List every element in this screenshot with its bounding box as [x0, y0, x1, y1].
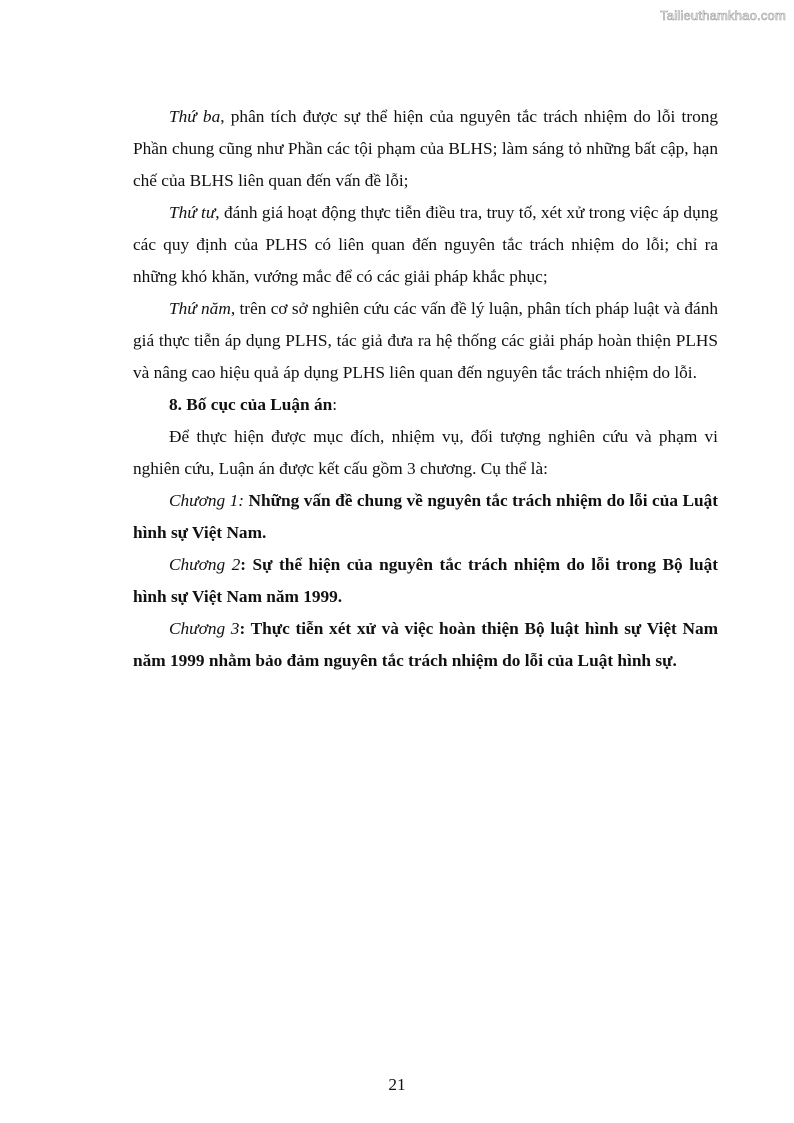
chapter-1 [133, 485, 718, 549]
chapter-2 [133, 549, 718, 613]
paragraph-text: , đánh giá hoạt động thực tiễn điều tra, truy tố, xét xử trong việc áp dụng các quy định của PLHS có liên quan đến nguyên tắc trách nhiệm do lỗi; chỉ ra những khó khăn, vướng mắc để có các giải pháp khắc phục; [133, 203, 718, 286]
paragraph-thu-ba [133, 101, 718, 197]
paragraph-thu-tu [133, 197, 718, 293]
paragraph-text: , phân tích được sự thể hiện của nguyên tắc trách nhiệm do lỗi trong Phần chung cũng như Phần các tội phạm của BLHS; làm sáng tỏ những bất cập, hạn chế của BLHS liên quan đến vấn đề lỗi; [133, 107, 718, 190]
paragraph-text: , trên cơ sở nghiên cứu các vấn đề lý luận, phân tích pháp luật và đánh giá thực tiễn áp dụng PLHS, tác giả đưa ra hệ thống các giải pháp hoàn thiện PLHS và nâng cao hiệu quả áp dụng PLHS liên quan đến nguyên tắc trách nhiệm do lỗi. [133, 299, 718, 382]
paragraph-lead: Thứ tư [169, 203, 216, 222]
chapter-label: Chương 1: [169, 491, 244, 510]
paragraph-text: Để thực hiện được mục đích, nhiệm vụ, đối tượng nghiên cứu và phạm vi nghiên cứu, Luận án được kết cấu gồm 3 chương. Cụ thể là: [133, 427, 718, 478]
chapter-3 [133, 613, 718, 677]
chapter-title: : Thực tiễn xét xử và việc hoàn thiện Bộ luật hình sự Việt Nam năm 1999 nhằm bảo đảm nguyên tắc trách nhiệm do lỗi của Luật hình sự. [133, 619, 718, 670]
document-body [133, 101, 718, 677]
chapter-title: Những vấn đề chung về nguyên tắc trách nhiệm do lỗi của Luật hình sự Việt Nam. [133, 491, 719, 542]
paragraph-lead: Thứ ba [169, 107, 221, 126]
section-heading-colon: : [332, 395, 338, 414]
section-heading [133, 389, 718, 421]
paragraph-thu-nam [133, 293, 718, 389]
paragraph-structure-intro [133, 421, 718, 485]
page-number: 21 [388, 1075, 406, 1094]
chapter-title: : Sự thể hiện của nguyên tắc trách nhiệm do lỗi trong Bộ luật hình sự Việt Nam năm 1999. [133, 555, 718, 606]
watermark: Tailieuthamkhao.com [660, 8, 786, 23]
section-heading-title: 8. Bố cục của Luận án [169, 395, 333, 414]
chapter-label: Chương 2 [169, 555, 241, 574]
paragraph-lead: Thứ năm [169, 299, 231, 318]
chapter-label: Chương 3 [169, 619, 240, 638]
